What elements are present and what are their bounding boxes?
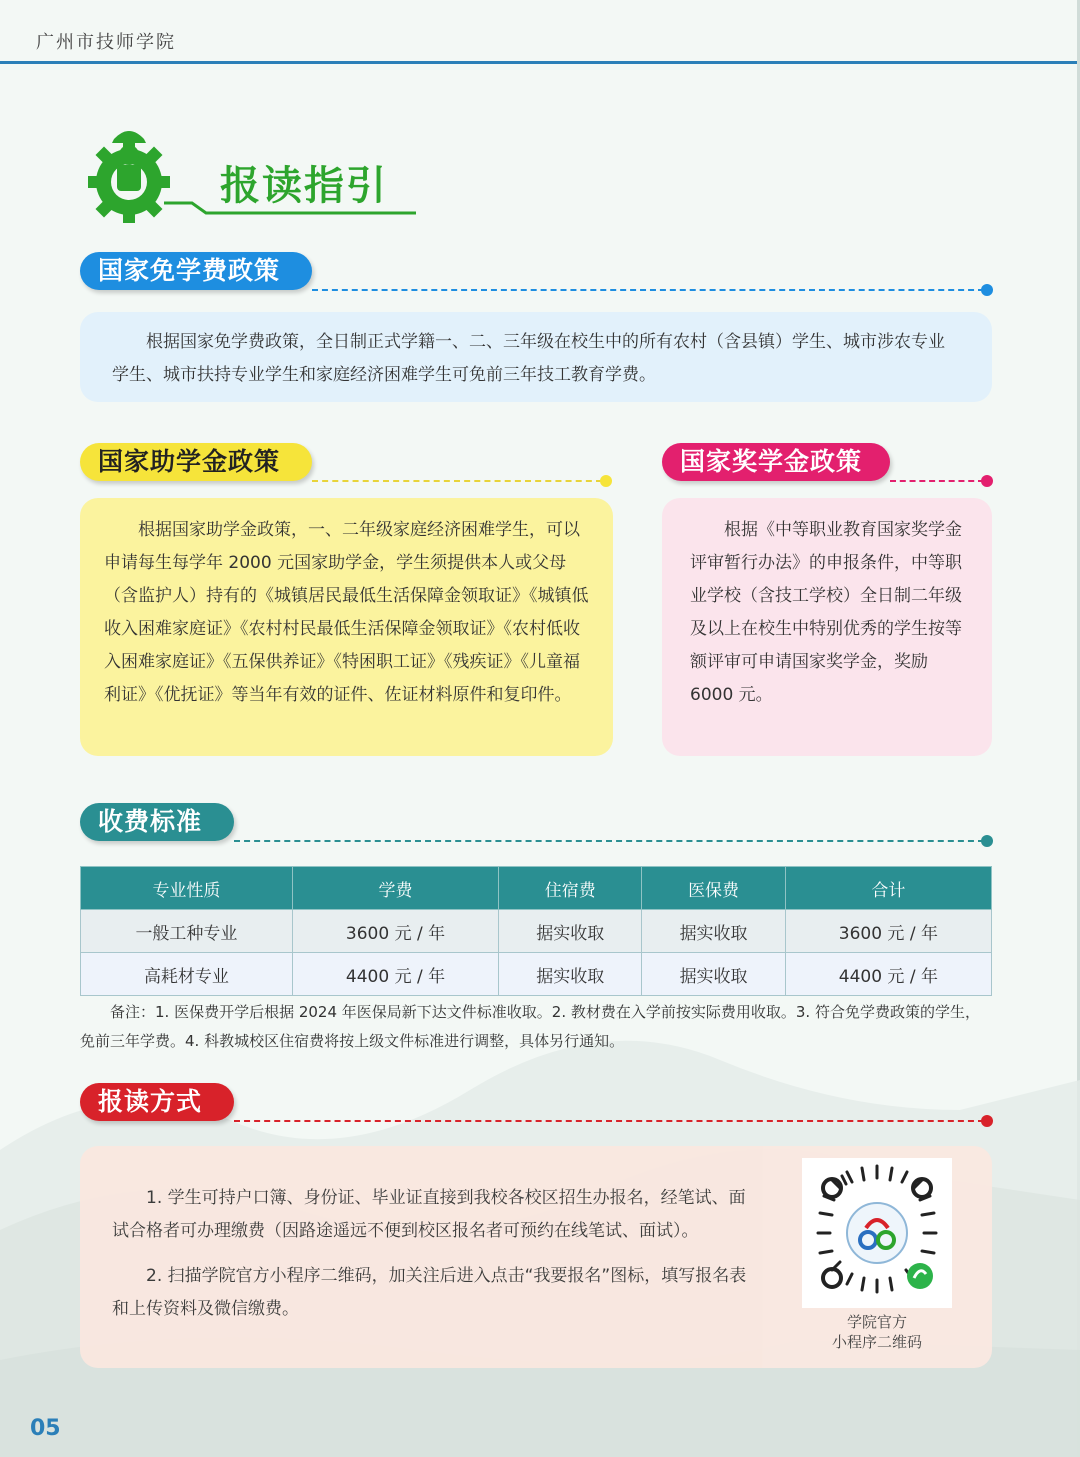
table-header-cell: 专业性质 [81,867,293,910]
school-name: 广州市技师学院 [36,32,176,53]
free-tuition-text: 根据国家免学费政策，全日制正式学籍一、二、三年级在校生中的所有农村（含县镇）学生、城市涉农专业学生、城市扶持专业学生和家庭经济困难学生可免前三年技工教育学费。 [112,332,945,385]
grant-text: 根据国家助学金政策，一、二年级家庭经济困难学生，可以申请每生每学年 2000 元国家助学金，学生须提供本人或父母（含监护人）持有的《城镇居民最低生活保障金领取证》《城镇低收入困难家庭证》《农村村民最低生活保障金领取证》《农村低收入困难家庭证》《五保供养证》《特困职工证》《残疾证》《儿童福利证》《优抚证》等当年有效的证件、佐证材料原件和复印件。 [104,520,589,705]
section-divider [890,480,984,482]
divider-dot [600,475,612,487]
apply-step-1: 1. 学生可持户口簿、身份证、毕业证直接到我校各校区招生办报名，经笔试、面试合格者可办理缴费（因路途遥远不便到校区报名者可预约在线笔试、面试）。 [112,1188,746,1241]
fees-table-wrapper [80,866,992,996]
table-cell: 3600 元 / 年 [292,910,498,953]
qr-code-caption [800,1312,954,1352]
apply-step-2: 2. 扫描学院官方小程序二维码，加关注后进入点击“我要报名”图标，填写报名表和上传资料及微信缴费。 [112,1266,747,1319]
section-title-fees: 收费标准 [80,803,234,841]
divider-dot [981,475,993,487]
table-header-cell: 合计 [785,867,991,910]
divider-dot [981,835,993,847]
table-cell: 高耗材专业 [81,953,293,996]
section-title-scholarship: 国家奖学金政策 [662,443,890,481]
qr-caption-line-1: 学院官方 [846,1313,907,1331]
table-header-cell: 医保费 [642,867,785,910]
table-row [81,953,992,996]
table-cell: 据实收取 [499,953,642,996]
section-title-free-tuition: 国家免学费政策 [80,252,312,290]
grant-card [80,498,613,756]
free-tuition-card [80,312,992,402]
qr-caption-line-2: 小程序二维码 [831,1333,922,1351]
section-title-grant: 国家助学金政策 [80,443,312,481]
table-cell: 4400 元 / 年 [785,953,991,996]
divider-dot [981,1115,993,1127]
section-divider [312,480,602,482]
qr-code-icon [802,1158,952,1308]
table-header-cell: 住宿费 [499,867,642,910]
table-cell: 据实收取 [499,910,642,953]
fees-notes: 备注：1. 医保费开学后根据 2024 年医保局新下达文件标准收取。2. 教材费在入学前按实际费用收取。3. 符合免学费政策的学生，免前三年学费。4. 科教城校区住宿费将按上级文件标准进行调整，具体另行通知。 [80,1003,980,1050]
table-cell: 据实收取 [642,953,785,996]
section-divider [234,840,984,842]
divider-dot [981,284,993,296]
table-cell: 一般工种专业 [81,910,293,953]
mini-program-qr-code[interactable] [802,1158,952,1308]
section-divider [312,289,984,291]
table-header-cell: 学费 [292,867,498,910]
scholarship-card [662,498,992,756]
table-cell: 据实收取 [642,910,785,953]
page-number: 05 [30,1416,61,1441]
scholarship-text: 根据《中等职业教育国家奖学金评审暂行办法》的申报条件，中等职业学校（含技工学校）全日制二年级及以上在校生中特别优秀的学生按等额评审可申请国家奖学金，奖励 6000 元。 [690,520,962,705]
section-divider [234,1120,984,1122]
fees-table [80,866,992,996]
table-cell: 4400 元 / 年 [292,953,498,996]
table-row [81,910,992,953]
table-cell: 3600 元 / 年 [785,910,991,953]
header-divider [0,61,1078,64]
table-header-row [81,867,992,910]
section-title-apply: 报读方式 [80,1083,234,1121]
main-title: 报读指引 [220,163,388,209]
